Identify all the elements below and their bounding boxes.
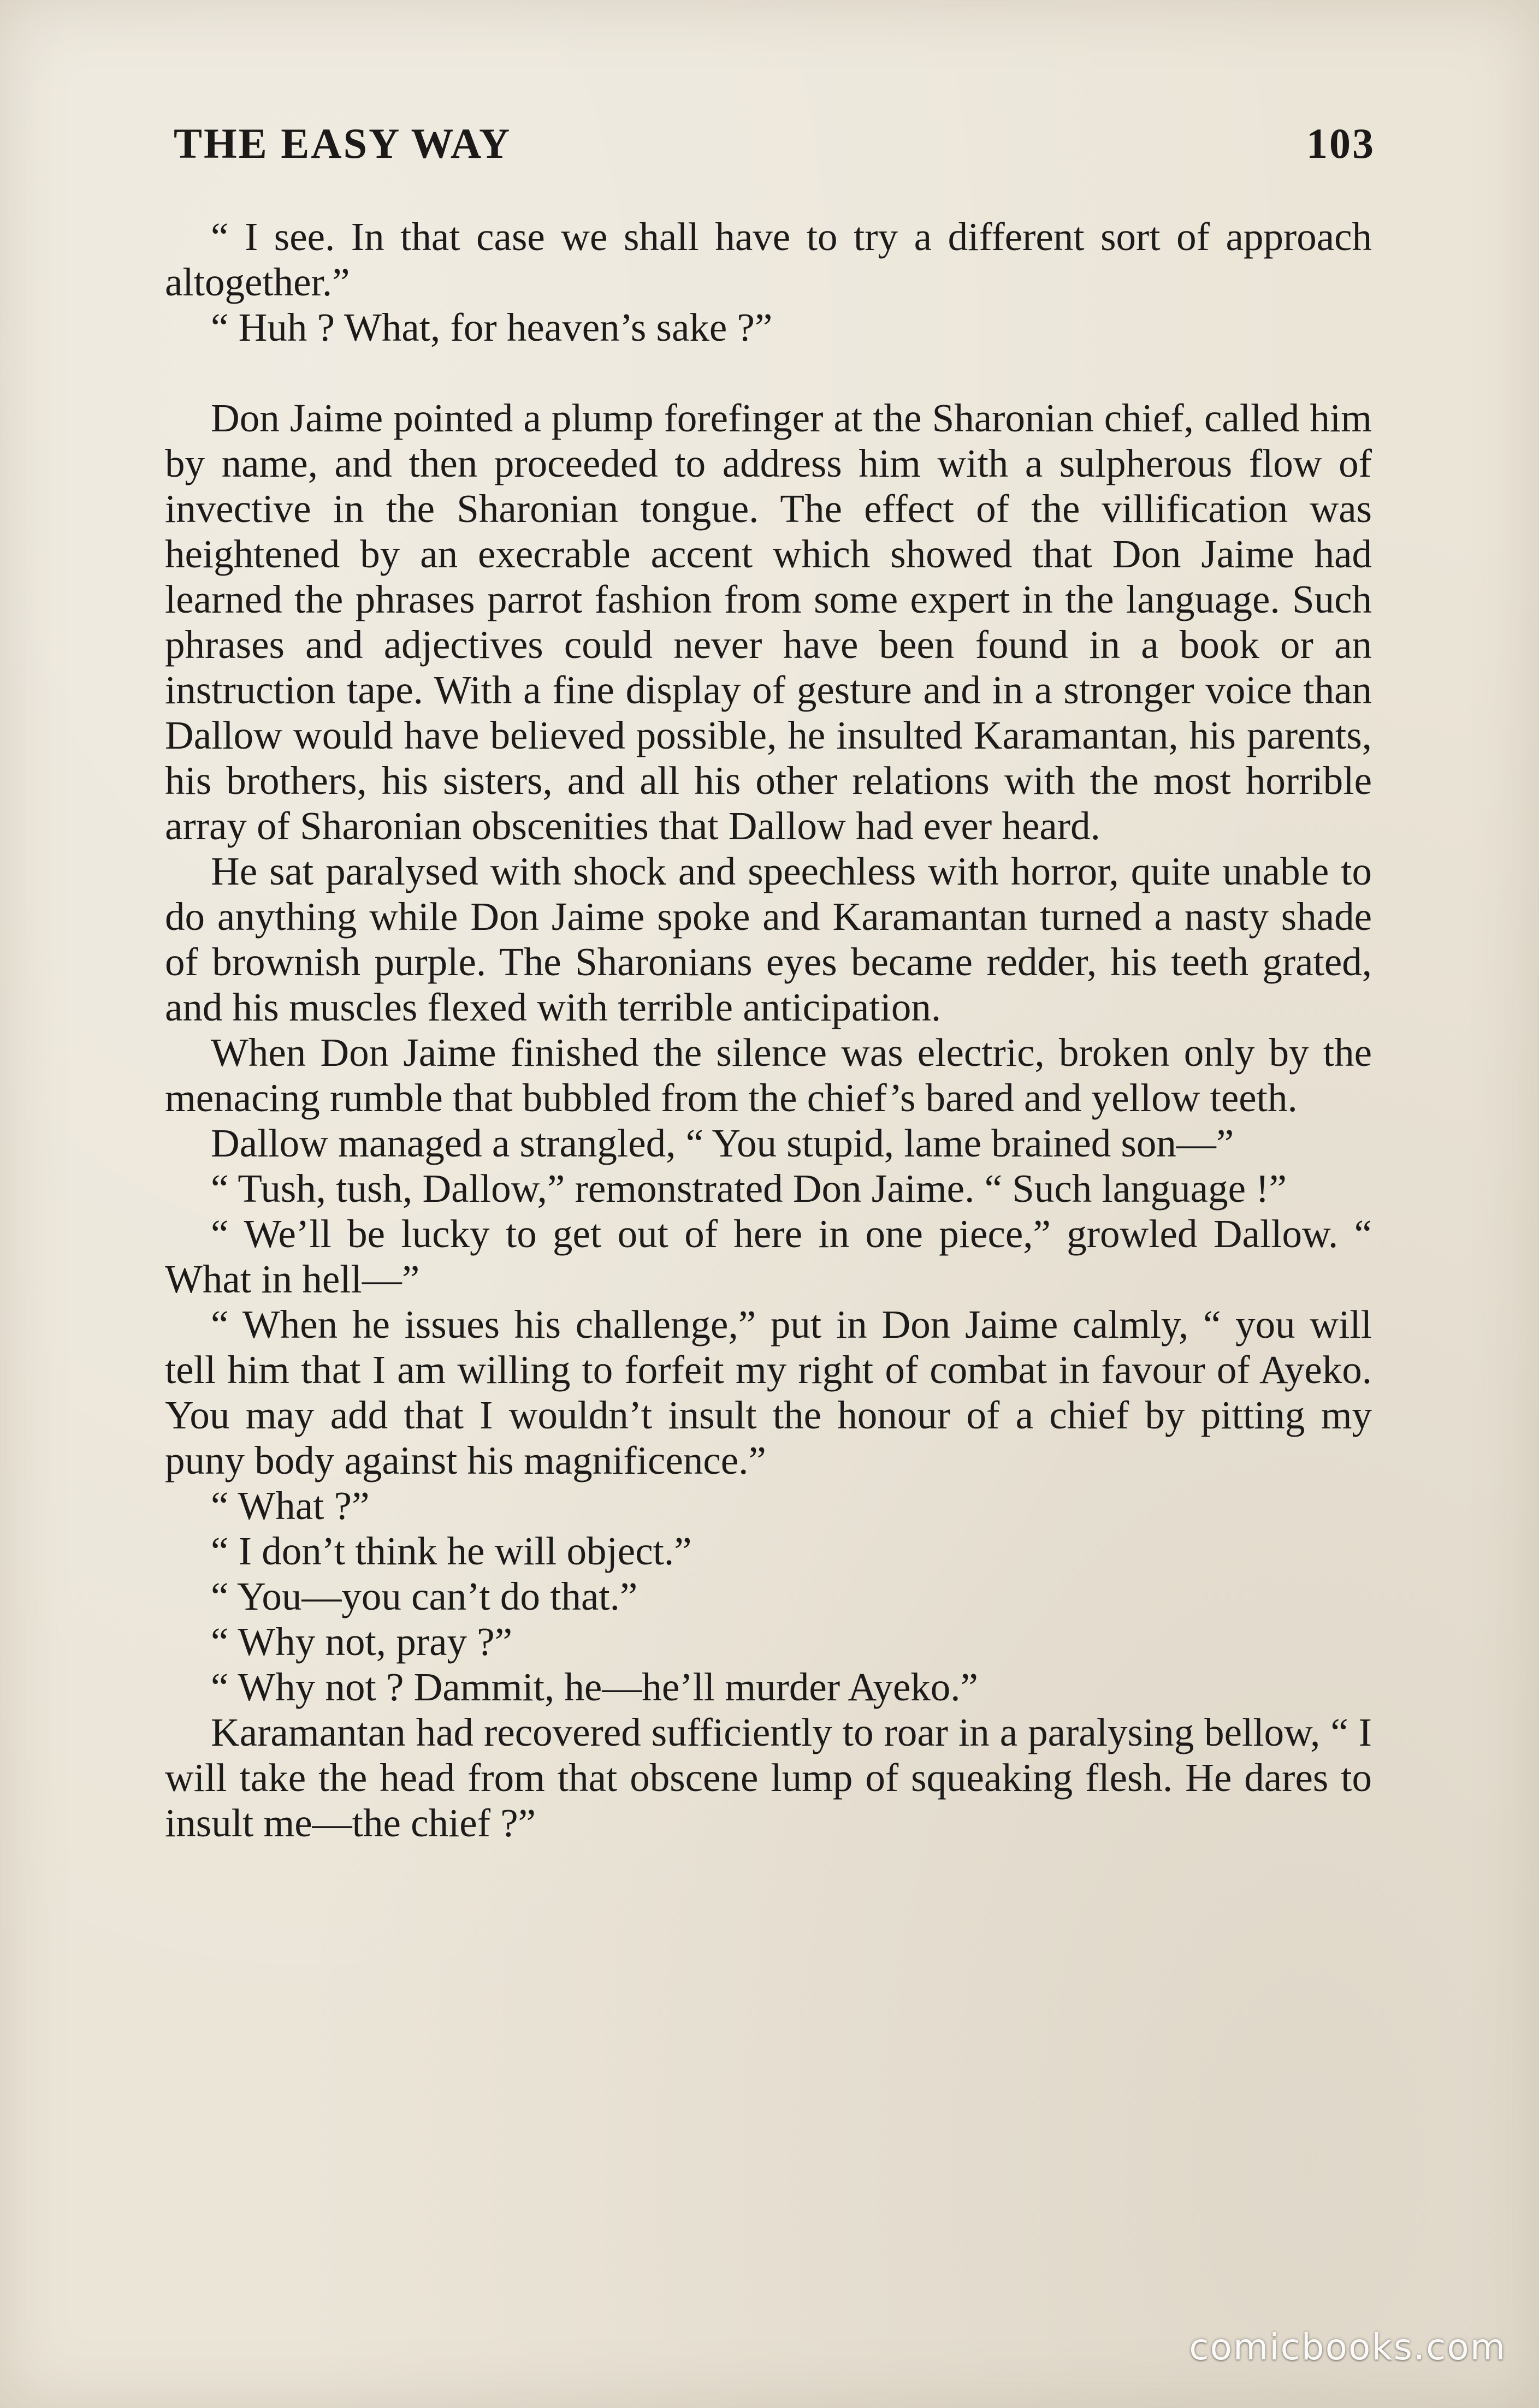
paragraph: “ Huh ? What, for heaven’s sake ?” — [211, 305, 773, 349]
paragraph: “ You—you can’t do that.” — [211, 1574, 638, 1618]
paragraph: “ Why not, pray ?” — [211, 1620, 513, 1664]
paragraph: “ I see. In that case we shall have to try a different sort of approach altogether.” — [165, 215, 1372, 304]
paragraph: When Don Jaime finished the silence was electric, broken only by the menacing rumble that bubbled from the chief’s bared and yellow teeth. — [165, 1030, 1372, 1120]
running-head — [174, 119, 1375, 179]
paragraph: “ We’ll be lucky to get out of here in one piece,” growled Dallow. “ What in hell—” — [165, 1212, 1372, 1301]
running-title: THE EASY WAY — [174, 120, 512, 167]
paragraph: Dallow managed a strangled, “ You stupid, lame brained son—” — [211, 1121, 1234, 1165]
paragraph: “ What ?” — [211, 1484, 370, 1528]
paragraph: “ Tush, tush, Dallow,” remonstrated Don Jaime. “ Such language !” — [211, 1166, 1287, 1211]
body-text — [165, 214, 1372, 1846]
paragraph: “ Why not ? Dammit, he—he’ll murder Ayeko.” — [211, 1665, 978, 1709]
page-number: 103 — [1306, 120, 1375, 167]
paragraph: He sat paralysed with shock and speechless with horror, quite unable to do anything while Don Jaime spoke and Karamantan turned a nasty shade of brownish purple. The Sharonians eyes became redder, his teeth grated, and his muscles flexed with terrible anticipation. — [165, 849, 1372, 1029]
paragraph: “ When he issues his challenge,” put in Don Jaime calmly, “ you will tell him that I am willing to forfeit my right of combat in favour of Ayeko. You may add that I wouldn’t insult the honour of a chief by pitting my puny body against his magnificence.” — [165, 1302, 1372, 1482]
paragraph: Don Jaime pointed a plump forefinger at the Sharonian chief, called him by name, and then proceeded to address him with a sulpherous flow of invective in the Sharonian tongue. The effect of the villification was heightened by an execrable accent which showed that Don Jaime had learned the phrases parrot fashion from some expert in the language. Such phrases and adjectives could never have been found in a book or an instruction tape. With a fine display of gesture and in a stronger voice than Dallow would have believed possible, he insulted Karamantan, his parents, his brothers, his sisters, and all his other relations with the most horrible array of Sharonian obscenities that Dallow had ever heard. — [165, 396, 1372, 848]
watermark: comicbooks.com — [1189, 2326, 1506, 2368]
paragraph: “ I don’t think he will object.” — [211, 1529, 692, 1573]
paragraph: Karamantan had recovered sufficiently to roar in a paralysing bellow, “ I will take the head from that obscene lump of squeaking flesh. He dares to insult me—the chief ?” — [165, 1710, 1372, 1845]
